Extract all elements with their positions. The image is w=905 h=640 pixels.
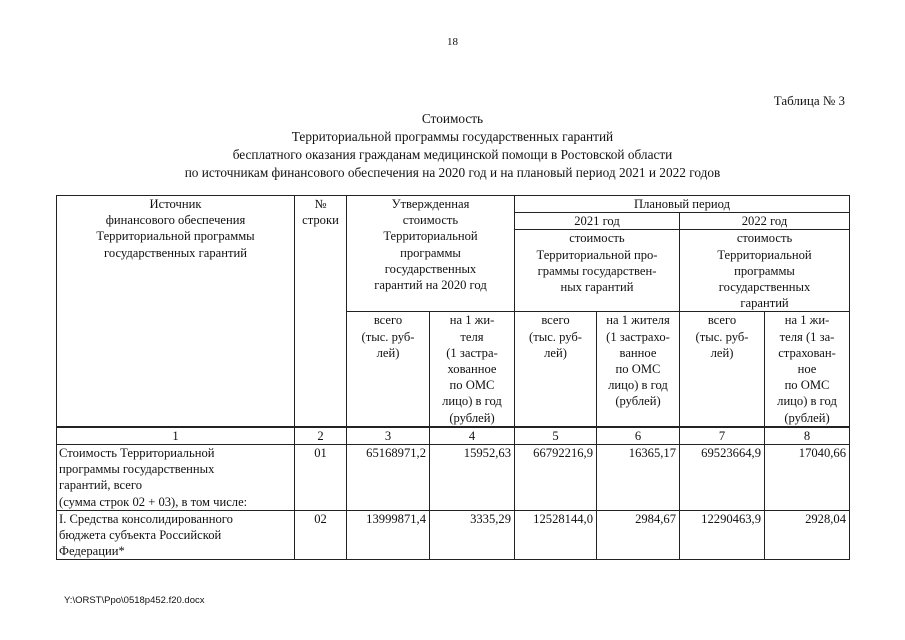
row-name: Стоимость Территориальной программы государственных гарантий, всего (сумма строк 02 + 03), в том числе: [57, 445, 295, 511]
value-per-capita-2022: 17040,66 [765, 445, 850, 511]
file-path-footer: Y:\ORST\Ppo\0518p452.f20.docx [64, 595, 205, 606]
header-cost-2022: стоимость Территориальной программы государственных гарантий [680, 230, 850, 312]
header-planned-period: Плановый период [515, 196, 850, 213]
value-total-2022: 69523664,9 [680, 445, 765, 511]
header-approved-cost: Утвержденная стоимость Территориальной программы государственных гарантий на 2020 год [347, 196, 515, 312]
funding-table [56, 195, 850, 560]
value-total-2021: 12528144,0 [515, 510, 597, 560]
row-code: 02 [295, 510, 347, 560]
table-row [57, 510, 850, 560]
column-number: 8 [765, 427, 850, 445]
column-number: 3 [347, 427, 430, 445]
table-row [57, 445, 850, 511]
header-per-capita-2021: на 1 жителя (1 застрахо- ванное по ОМС лицо) в год (рублей) [597, 312, 680, 427]
table-title [0, 110, 905, 182]
value-total-2020: 65168971,2 [347, 445, 430, 511]
row-code: 01 [295, 445, 347, 511]
column-number: 2 [295, 427, 347, 445]
header-total-2020: всего (тыс. руб- лей) [347, 312, 430, 427]
title-line: Стоимость [421, 111, 484, 126]
header-total-2022: всего (тыс. руб- лей) [680, 312, 765, 427]
value-total-2020: 13999871,4 [347, 510, 430, 560]
column-number: 6 [597, 427, 680, 445]
value-total-2021: 66792216,9 [515, 445, 597, 511]
header-per-capita-2020: на 1 жи- теля (1 застра- хованное по ОМС лицо) в год (рублей) [430, 312, 515, 427]
row-name: I. Средства консолидированного бюджета субъекта Российской Федерации* [57, 510, 295, 560]
value-per-capita-2021: 16365,17 [597, 445, 680, 511]
value-per-capita-2020: 15952,63 [430, 445, 515, 511]
column-number: 1 [57, 427, 295, 445]
title-line: бесплатного оказания гражданам медицинской помощи в Ростовской области [232, 147, 673, 162]
value-per-capita-2020: 3335,29 [430, 510, 515, 560]
header-year-2021: 2021 год [515, 213, 680, 230]
header-year-2022: 2022 год [680, 213, 850, 230]
value-per-capita-2021: 2984,67 [597, 510, 680, 560]
value-per-capita-2022: 2928,04 [765, 510, 850, 560]
column-number: 7 [680, 427, 765, 445]
value-total-2022: 12290463,9 [680, 510, 765, 560]
page-number: 18 [447, 36, 458, 48]
header-cost-2021: стоимость Территориальной про- граммы государствен- ных гарантий [515, 230, 680, 312]
title-line: Территориальной программы государственных гарантий [291, 129, 614, 144]
header-row-number: № строки [295, 196, 347, 427]
column-number-row [57, 427, 850, 445]
table-label: Таблица № 3 [773, 93, 845, 108]
title-line: по источникам финансового обеспечения на 2020 год и на плановый период 2021 и 2022 годов [184, 165, 721, 180]
header-total-2021: всего (тыс. руб- лей) [515, 312, 597, 427]
header-per-capita-2022: на 1 жи- теля (1 за- страхован- ное по ОМС лицо) в год (рублей) [765, 312, 850, 427]
column-number: 5 [515, 427, 597, 445]
header-source: Источник финансового обеспечения Территориальной программы государственных гарантий [57, 196, 295, 427]
column-number: 4 [430, 427, 515, 445]
